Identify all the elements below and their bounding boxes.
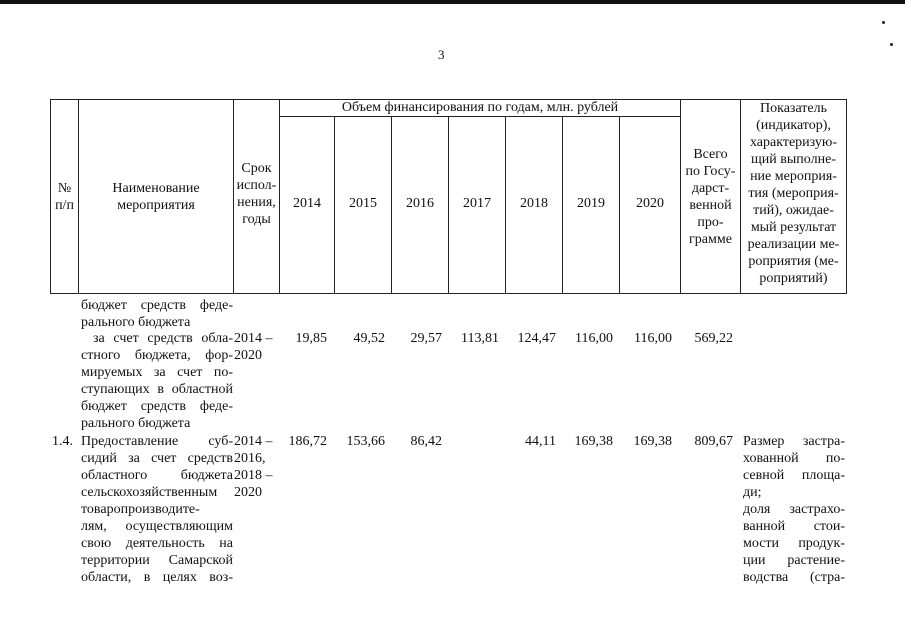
header-year: 2020 [636, 196, 664, 211]
value-2019: 169,38 [574, 434, 613, 449]
value-total: 569,22 [694, 331, 733, 346]
header-name: Наименование мероприятия [112, 181, 200, 213]
header-year: 2016 [406, 196, 434, 211]
row-number: 1.4. [52, 434, 73, 449]
value-total: 809,67 [694, 434, 733, 449]
row-name: бюджет средств феде- рального бюджета [81, 298, 233, 330]
scan-speck [890, 43, 893, 46]
value-2014: 186,72 [288, 434, 327, 449]
header-num: № п/п [55, 181, 74, 213]
header-term: Срок испол- нения, годы [236, 161, 277, 227]
value-2016: 86,42 [410, 434, 442, 449]
row-name: за счет средств обла- стного бюджета, фор- мируемых за счет по- ступающих в областной бюджет средств феде- рального бюджета [81, 331, 233, 431]
page-number: 3 [438, 47, 445, 62]
header-year: 2014 [293, 196, 321, 211]
value-2019: 116,00 [575, 331, 613, 346]
row-indicator: Размер застра- хованной по- севной площа- ди; доля застрахо- ванной стои- мости продук- ции растение- водства (стра- [743, 434, 845, 585]
value-2020: 169,38 [633, 434, 672, 449]
value-2014: 19,85 [295, 331, 327, 346]
header-year: 2019 [577, 196, 605, 211]
header-year: 2015 [349, 196, 377, 211]
header-indicator: Показатель (индикатор), характеризую- щий выполне- ние мероприя- тия (мероприя- тий), ожидае- мый результат реализации ме- роприятия (ме- роприятий) [747, 101, 840, 286]
row-term: 2014 – 2020 [234, 331, 273, 363]
row-name: Предоставление суб- сидий за счет средств областного бюджета сельскохозяйственным товаропроизводите- лям, осуществляющим свою деятельность на территории Самарской области, в целях воз- [81, 434, 233, 585]
header-funding-group: Объем финансирования по годам, млн. рублей [341, 100, 619, 115]
value-2018: 124,47 [517, 331, 556, 346]
value-2015: 153,66 [346, 434, 385, 449]
value-2015: 49,52 [353, 331, 385, 346]
header-year: 2017 [463, 196, 491, 211]
page-top-border [0, 0, 905, 4]
header-year: 2018 [520, 196, 548, 211]
scan-speck [882, 21, 885, 24]
row-term: 2014 – 2016, 2018 – 2020 [234, 434, 273, 500]
value-2020: 116,00 [634, 331, 672, 346]
header-total: Всего по Госу- дарст- венной про- грамме [685, 147, 736, 247]
value-2018: 44,11 [525, 434, 556, 449]
value-2016: 29,57 [410, 331, 442, 346]
value-2017: 113,81 [461, 331, 499, 346]
